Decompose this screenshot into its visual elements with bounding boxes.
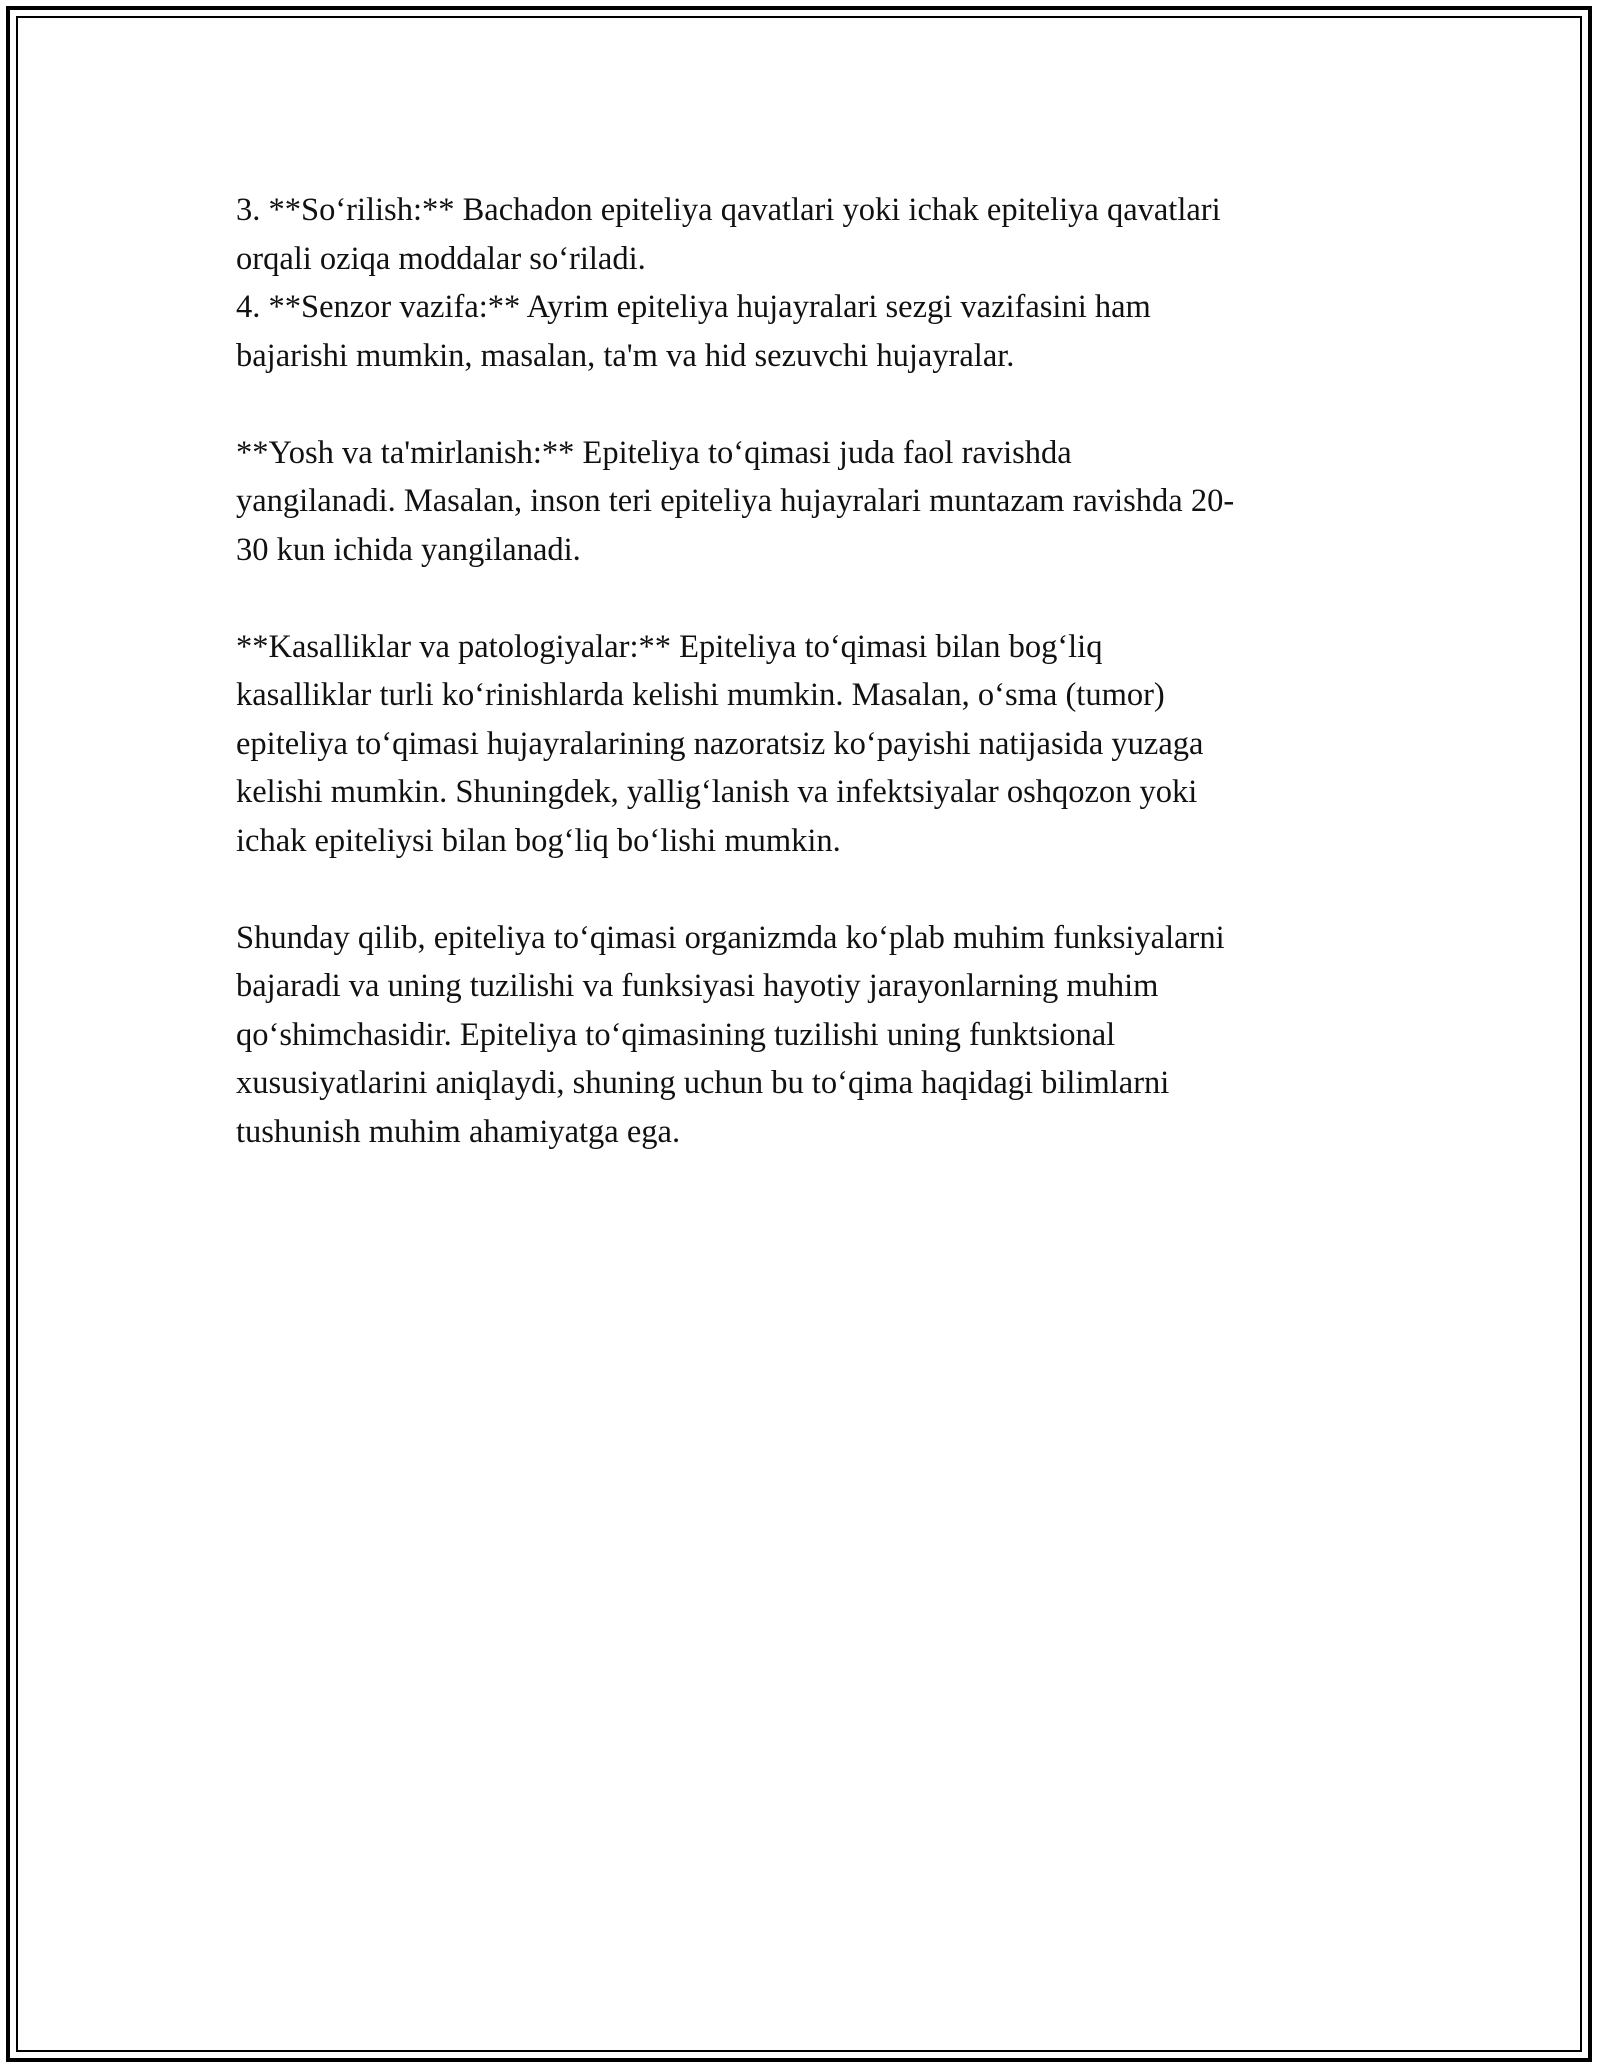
text-line: ichak epiteliysi bilan bog‘liq bo‘lishi mumkin. [236, 822, 841, 859]
text-line: xususiyatlarini aniqlaydi, shuning uchun bu to‘qima haqidagi bilimlarni [236, 1065, 1170, 1101]
text-line: epiteliya to‘qimasi hujayralarining nazoratsiz ko‘payishi natijasida yuzaga [236, 725, 1204, 762]
text-line: **Kasalliklar va patologiyalar:** Epiteliya to‘qimasi bilan bog‘liq [236, 628, 1103, 665]
text-line: orqali oziqa moddalar so‘riladi. [236, 240, 646, 277]
text-line: kasalliklar turli ko‘rinishlarda kelishi mumkin. Masalan, o‘sma (tumor) [236, 677, 1165, 713]
paragraph-regeneration [236, 429, 1376, 575]
text-line: qo‘shimchasidir. Epiteliya to‘qimasining tuzilishi uning funktsional [236, 1016, 1116, 1053]
text-line: 30 kun ichida yangilanadi. [236, 531, 581, 568]
document-body [236, 186, 1376, 1156]
text-line: 4. **Senzor vazifa:** Ayrim epiteliya hujayralari sezgi vazifasini ham [236, 289, 1151, 325]
text-line: tushunish muhim ahamiyatga ega. [236, 1113, 681, 1150]
text-line: kelishi mumkin. Shuningdek, yallig‘lanish va infektsiyalar oshqozon yoki [236, 774, 1198, 810]
text-line: bajaradi va uning tuzilishi va funksiyasi hayotiy jarayonlarning muhim [236, 968, 1159, 1004]
text-line: 3. **So‘rilish:** Bachadon epiteliya qavatlari yoki ichak epiteliya qavatlari [236, 192, 1221, 228]
text-line: **Yosh va ta'mirlanish:** Epiteliya to‘qimasi juda faol ravishda [236, 434, 1072, 471]
paragraph-diseases [236, 623, 1376, 866]
text-line: Shunday qilib, epiteliya to‘qimasi organizmda ko‘plab muhim funksiyalarni [236, 919, 1225, 956]
text-line: yangilanadi. Masalan, inson teri epiteliya hujayralari muntazam ravishda 20- [236, 483, 1235, 519]
paragraph-conclusion [236, 914, 1376, 1157]
text-line: bajarishi mumkin, masalan, ta'm va hid sezuvchi hujayralar. [236, 337, 1015, 374]
paragraph-functions-list [236, 186, 1376, 380]
